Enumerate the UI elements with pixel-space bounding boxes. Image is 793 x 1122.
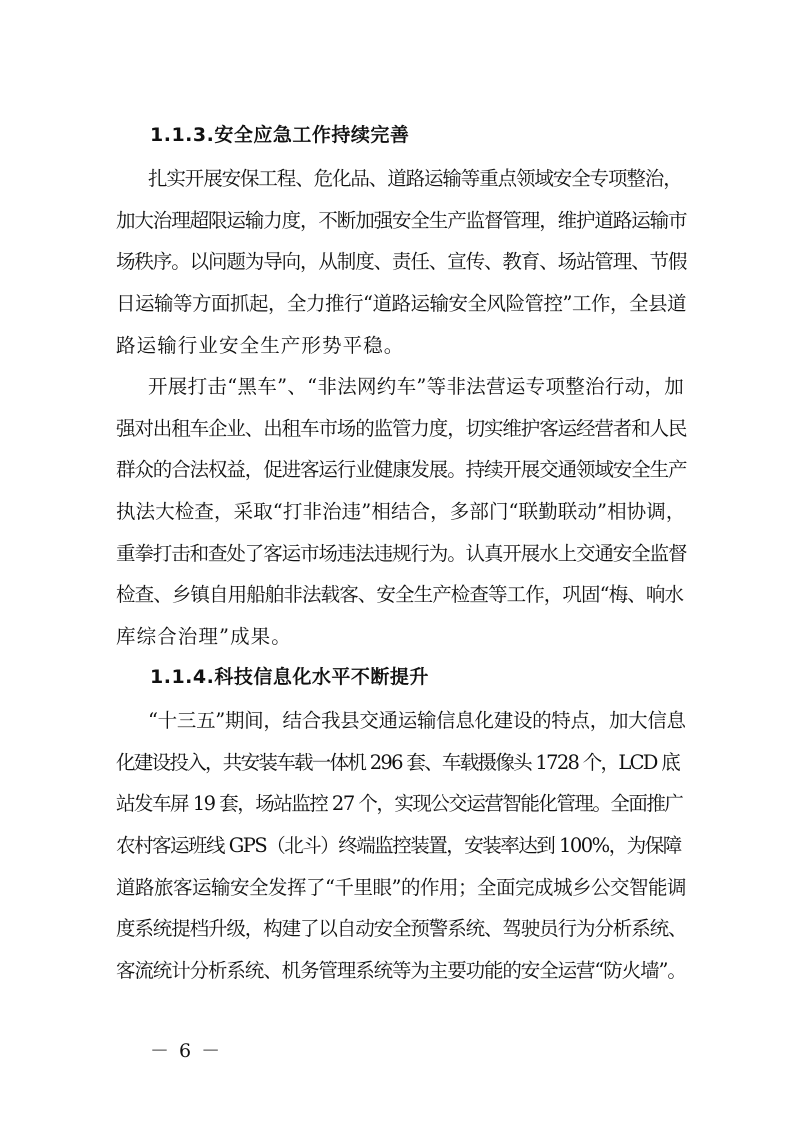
text-line: 加大治理超限运输力度，不断加强安全生产监督管理，维护道路运输市 [116, 208, 687, 232]
text-line: 路运输行业安全生产形势平稳。 [116, 333, 405, 357]
text-line: 执法大检查，采取“打非治违”相结合，多部门“联勤联动”相协调， [116, 500, 686, 524]
text-line: 强对出租车企业、出租车市场的监管力度，切实维护客运经营者和人民 [116, 416, 687, 440]
text-line: 度系统提档升级，构建了以自动安全预警系统、驾驶员行为分析系统、 [116, 917, 687, 941]
paragraph-safety-1 [116, 158, 686, 366]
section-heading-safety: 1.1.3.安全应急工作持续完善 [150, 124, 410, 146]
text-line: 道路旅客运输安全发挥了“千里眼”的作用；全面完成城乡公交智能调 [116, 875, 686, 899]
text-line: 场秩序。以问题为导向，从制度、责任、宣传、教育、场站管理、节假 [116, 250, 687, 274]
paragraph-safety-2 [116, 366, 686, 658]
text-line: 库综合治理”成果。 [116, 625, 292, 649]
text-line: 扎实开展安保工程、危化品、道路运输等重点领域安全专项整治， [148, 167, 682, 190]
text-line: 检查、乡镇自用船舶非法载客、安全生产检查等工作，巩固“梅、响水 [116, 583, 684, 607]
text-line: 开展打击“黑车”、“非法网约车”等非法营运专项整治行动，加 [148, 375, 685, 398]
text-line: 客流统计分析系统、机务管理系统等为主要功能的安全运营“防火墙”。 [116, 959, 686, 983]
text-line: 化建设投入，共安装车载一体机 296 套、车载摄像头 1728 个，LCD 底 [116, 750, 680, 774]
paragraph-technology-1 [116, 700, 686, 992]
text-line: 日运输等方面抓起，全力推行“道路运输安全风险管控”工作，全县道 [116, 292, 686, 316]
section-heading-technology: 1.1.4.科技信息化水平不断提升 [150, 666, 429, 688]
text-line: 群众的合法权益，促进客运行业健康发展。持续开展交通领域安全生产 [116, 458, 687, 482]
text-line: 农村客运班线 GPS（北斗）终端监控装置，安装率达到 100%，为保障 [116, 834, 681, 858]
text-line: “十三五”期间，结合我县交通运输信息化建设的特点，加大信息 [148, 709, 686, 732]
text-line: 站发车屏 19 套，场站监控 27 个，实现公交运营智能化管理。全面推广 [116, 792, 683, 816]
page-number: － 6 － [150, 1040, 223, 1062]
text-line: 重拳打击和查处了客运市场违法违规行为。认真开展水上交通安全监督 [116, 541, 687, 565]
